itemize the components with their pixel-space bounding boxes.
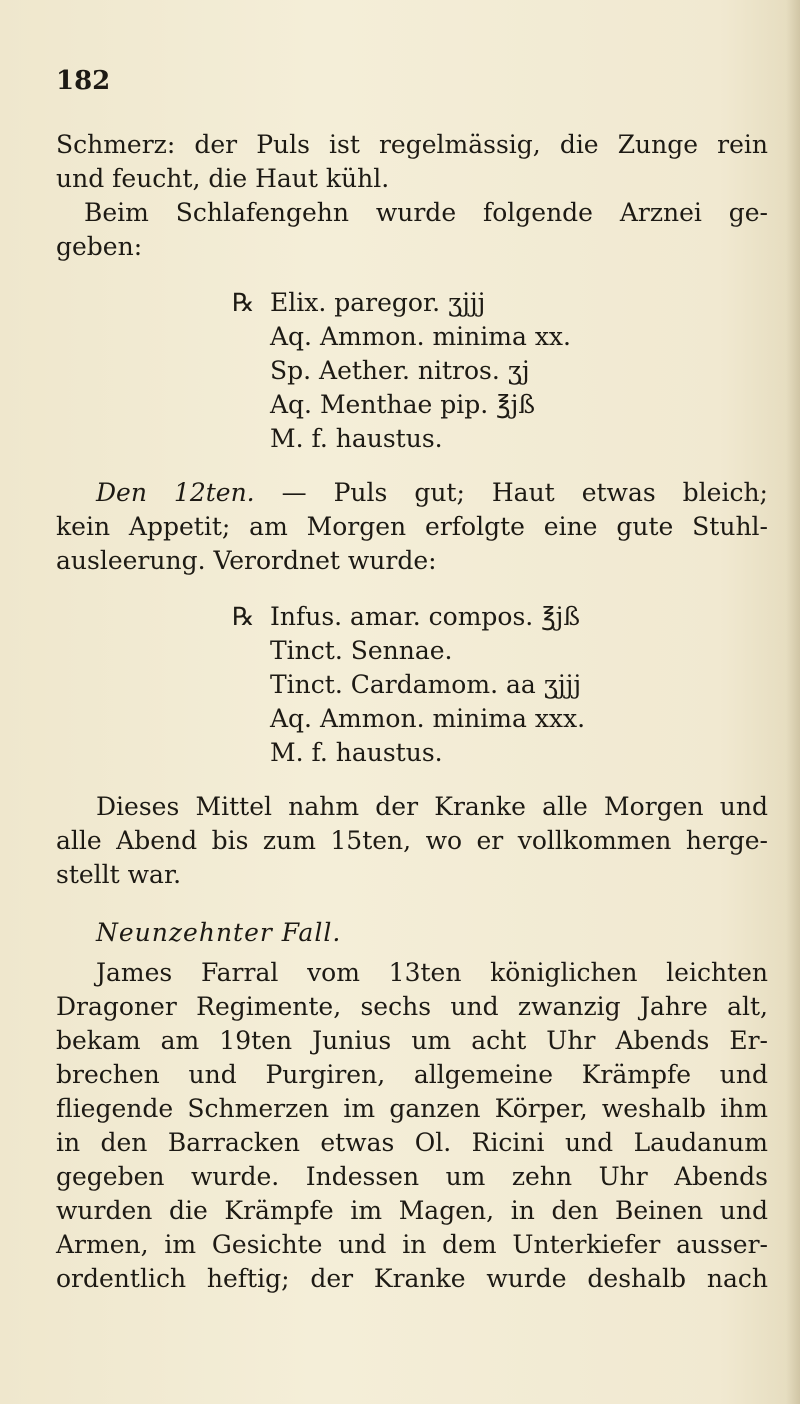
recipe1-line-2: Aq. Ammon. minima xx.: [270, 322, 571, 351]
recipe1-line-4: Aq. Menthae pip. ℥jß: [270, 390, 536, 419]
para4-line-2: Dragoner Regimente, sechs und zwanzig Jahre alt,: [56, 992, 768, 1021]
para4-line-10: ordentlich heftig; der Kranke wurde deshalb nach: [56, 1264, 768, 1293]
date-lead: Den 12ten.: [96, 478, 255, 507]
para1-line-1: Schmerz: der Puls ist regelmässig, die Zunge rein: [56, 130, 768, 159]
para4-line-5: fliegende Schmerzen im ganzen Körper, weshalb ihm: [56, 1094, 768, 1123]
recipe2-line-1: Infus. amar. compos. ℥jß: [270, 602, 581, 631]
para3-line-3: stellt war.: [56, 860, 182, 889]
section-heading: Neunzehnter Fall.: [96, 918, 342, 947]
recipe1-line-5: M. f. haustus.: [270, 424, 443, 453]
para3-line-2: alle Abend bis zum 15ten, wo er vollkommen herge-: [56, 826, 768, 855]
para4-line-3: bekam am 19ten Junius um acht Uhr Abends Er-: [56, 1026, 768, 1055]
para4-line-6: in den Barracken etwas Ol. Ricini und Laudanum: [56, 1128, 768, 1157]
para1-line-3: Beim Schlafengehn wurde folgende Arznei ge-: [84, 198, 768, 227]
recipe1-line-1: Elix. paregor. ʒjjj: [270, 288, 486, 317]
para2-line-1: [96, 478, 768, 508]
recipe2-line-3: Tinct. Cardamom. aa ʒjjj: [270, 670, 582, 699]
para2-line-3: ausleerung. Verordnet wurde:: [56, 546, 437, 575]
page-number: 182: [56, 66, 111, 96]
recipe2-line-5: M. f. haustus.: [270, 738, 443, 767]
recipe-symbol: ℞: [232, 602, 255, 631]
para4-line-9: Armen, im Gesichte und in dem Unterkiefer ausser-: [56, 1230, 768, 1259]
para1-line-2: und feucht, die Haut kühl.: [56, 164, 390, 193]
recipe1-line-3: Sp. Aether. nitros. ʒj: [270, 356, 530, 385]
para4-line-8: wurden die Krämpfe im Magen, in den Beinen und: [56, 1196, 768, 1225]
recipe2-line-2: Tinct. Sennae.: [270, 636, 453, 665]
para4-line-4: brechen und Purgiren, allgemeine Krämpfe und: [56, 1060, 768, 1089]
page-edge-shadow: [786, 0, 800, 1404]
recipe2-line-4: Aq. Ammon. minima xxx.: [270, 704, 586, 733]
para3-line-1: Dieses Mittel nahm der Kranke alle Morgen und: [96, 792, 768, 821]
para1-line-4: geben:: [56, 232, 143, 261]
recipe-symbol: ℞: [232, 288, 255, 317]
para4-line-7: gegeben wurde. Indessen um zehn Uhr Abends: [56, 1162, 768, 1191]
para2-line-1-text: — Puls gut; Haut etwas bleich;: [254, 478, 768, 507]
para4-line-1: James Farral vom 13ten königlichen leichten: [96, 958, 768, 987]
para2-line-2: kein Appetit; am Morgen erfolgte eine gute Stuhl-: [56, 512, 768, 541]
